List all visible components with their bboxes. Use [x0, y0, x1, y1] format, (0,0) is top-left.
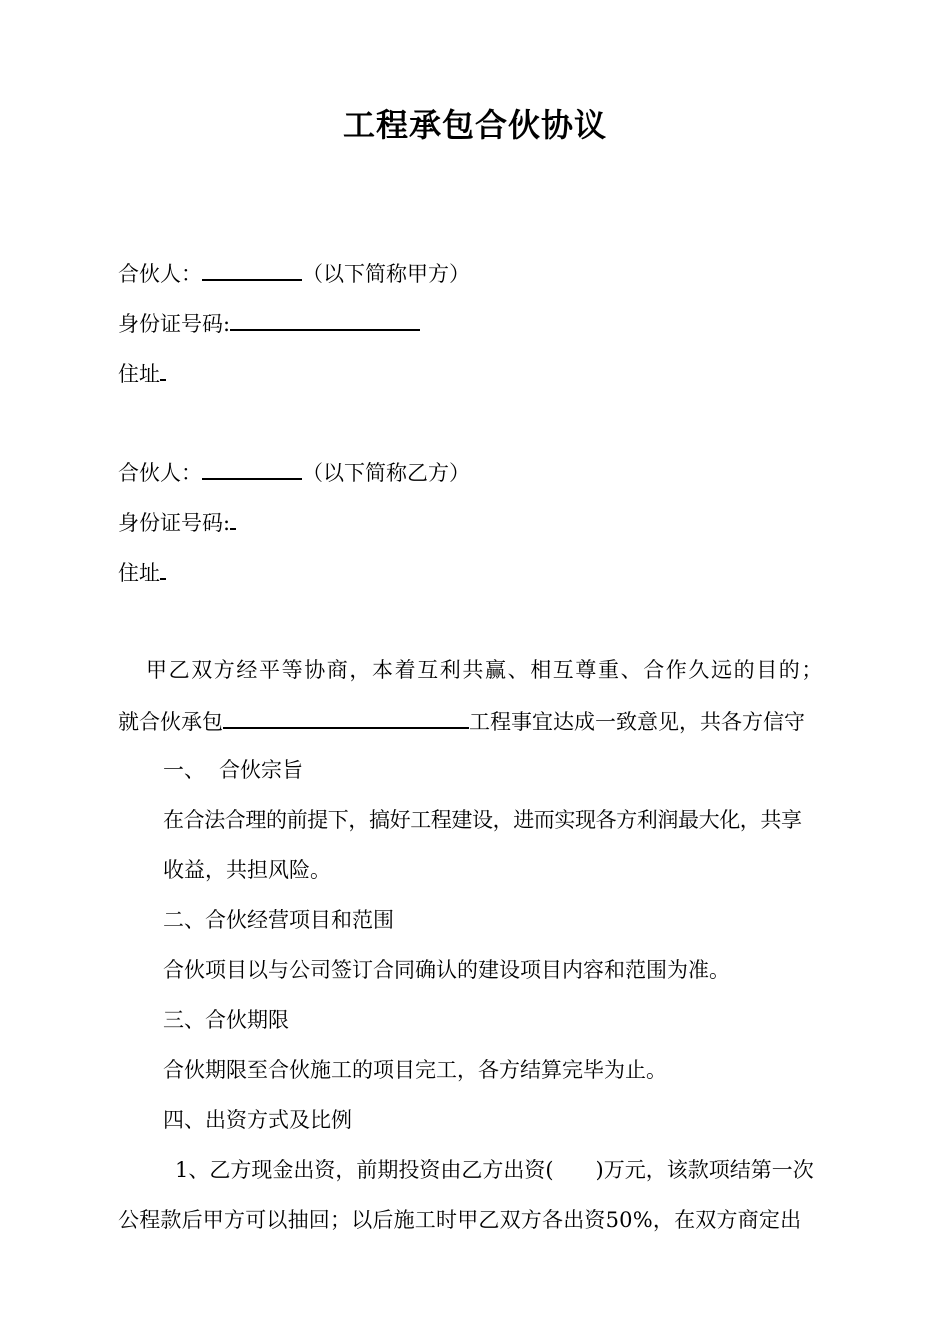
section-3-title: 三、合伙期限: [163, 1008, 289, 1032]
party-b-address-label: 住址: [118, 561, 160, 585]
party-a-id-blank[interactable]: [230, 307, 420, 331]
section-2-body: 合伙项目以与公司签订合同确认的建设项目内容和范围为准。: [163, 958, 730, 982]
section-1-title: 合伙宗旨: [219, 758, 303, 782]
section-1-number: 一、: [163, 758, 205, 782]
project-name-blank[interactable]: [223, 705, 469, 729]
party-a-partner-line: [118, 257, 470, 289]
party-a-address-label: 住址: [118, 362, 160, 386]
section-3-body: 合伙期限至合伙施工的项目完工，各方结算完毕为止。: [163, 1058, 667, 1082]
section-4-body-line-1: 1、乙方现金出资，前期投资由乙方出资( )万元，该款项结第一次: [175, 1158, 814, 1182]
party-a-id-line: [118, 307, 420, 339]
party-a-address-blank[interactable]: [160, 357, 166, 381]
party-a-partner-label: 合伙人：: [118, 262, 202, 286]
intro-line-1: 甲乙双方经平等协商，本着互利共赢、相互尊重、合作久远的目的；: [146, 658, 824, 682]
section-4-body-line-2: 公程款后甲方可以抽回；以后施工时甲乙双方各出资50%，在双方商定出: [118, 1208, 802, 1232]
party-b-address-line: [118, 556, 166, 588]
intro-line-2-suffix: 工程事宜达成一致意见，共各方信守: [469, 710, 805, 734]
party-b-address-blank[interactable]: [160, 556, 166, 580]
party-b-partner-line: [118, 456, 470, 488]
party-b-alias: （以下简称乙方）: [302, 461, 470, 485]
party-b-name-blank[interactable]: [202, 456, 302, 480]
intro-line-2-prefix: 就合伙承包: [118, 710, 223, 734]
party-b-id-blank[interactable]: [230, 506, 236, 530]
party-a-id-label: 身份证号码:: [118, 312, 231, 336]
section-4-title: 四、出资方式及比例: [163, 1108, 352, 1132]
document-title: 工程承包合伙协议: [342, 106, 607, 144]
section-1-body-line-1: 在合法合理的前提下，搞好工程建设，进而实现各方利润最大化，共享: [163, 808, 802, 832]
section-1-body-line-2: 收益，共担风险。: [163, 858, 331, 882]
section-1-heading: [163, 755, 303, 785]
party-b-partner-label: 合伙人：: [118, 461, 202, 485]
party-a-address-line: [118, 357, 166, 389]
section-2-title: 二、合伙经营项目和范围: [163, 908, 394, 932]
party-b-id-label: 身份证号码:: [118, 511, 231, 535]
party-b-id-line: [118, 506, 236, 538]
party-a-name-blank[interactable]: [202, 257, 302, 281]
party-a-alias: （以下简称甲方）: [302, 262, 470, 286]
intro-line-2: [118, 705, 805, 737]
